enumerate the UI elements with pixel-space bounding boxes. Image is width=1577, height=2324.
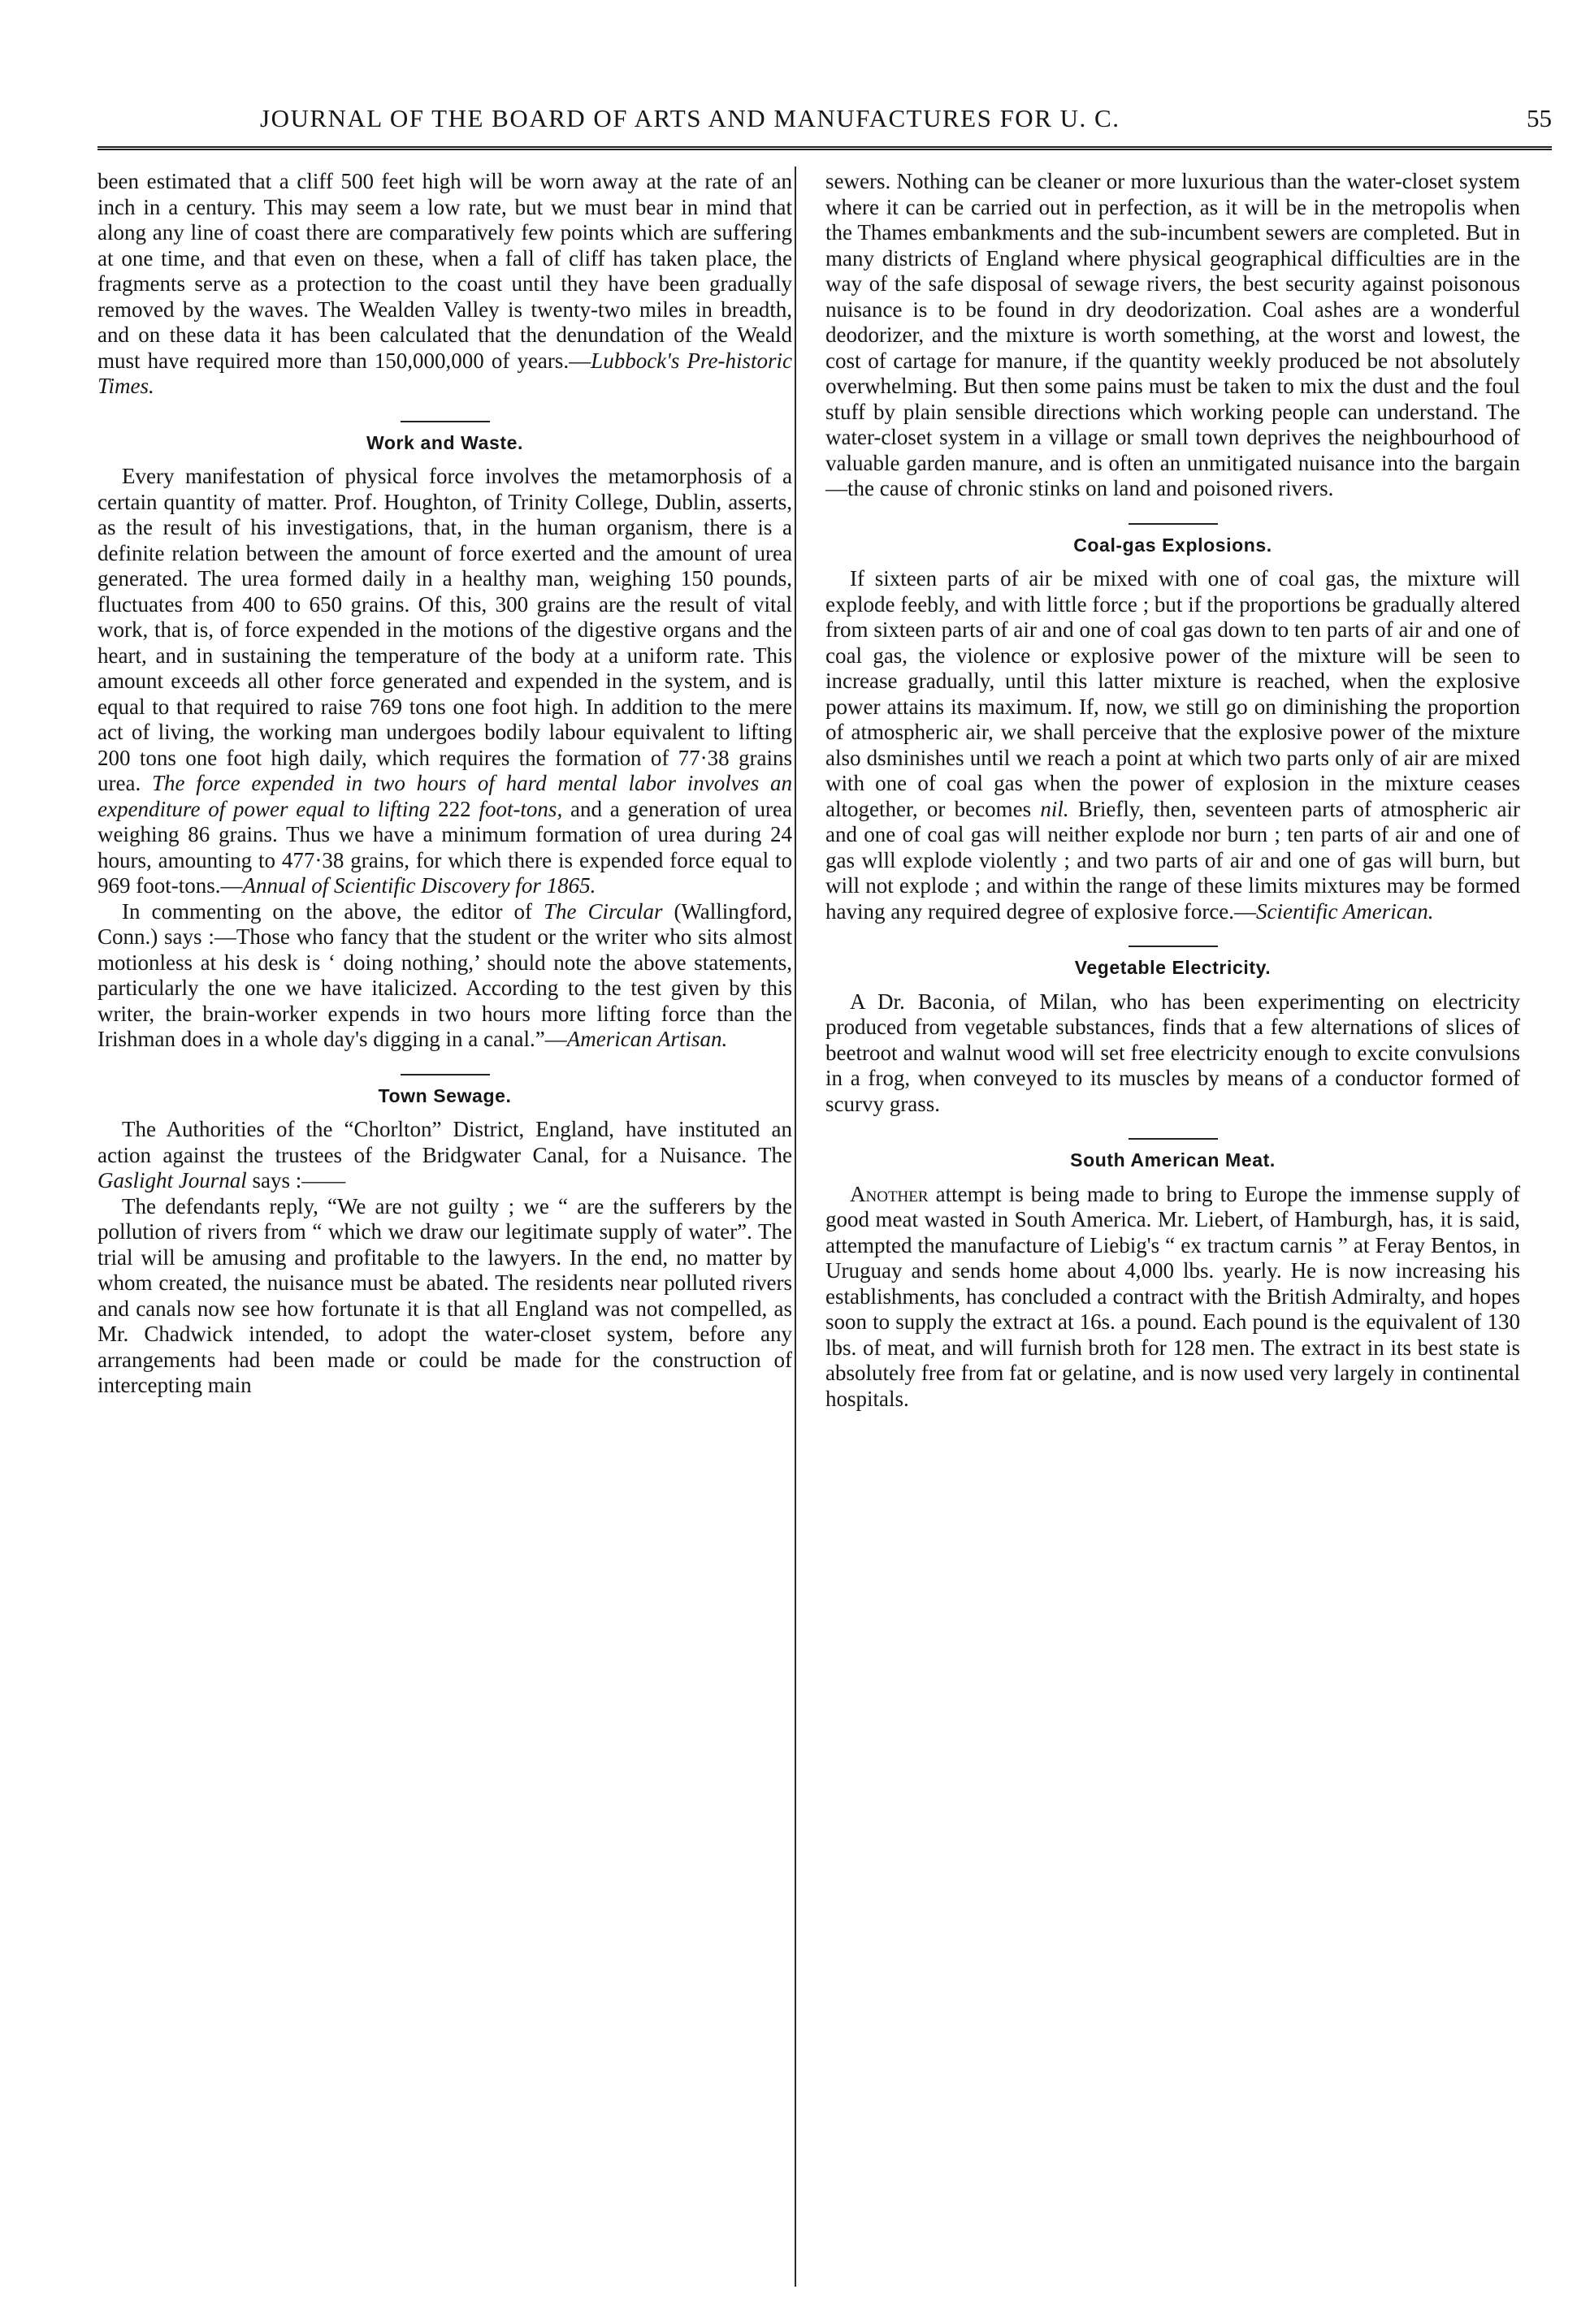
section-heading-coal-gas: Coal-gas Explosions.	[1073, 534, 1272, 556]
right-column	[825, 169, 1520, 1412]
circular-comment-paragraph: In commenting on the above, the editor of The Circular (Wallingford, Conn.) says :—Those who fancy that the student or the writer who sits almost motionless at his desk is ‘ doing nothing,’ should note the above statements, particularly the one we have italicized. According to the test given by this writer, the brain-worker expends in two hours more lifting force than the Irishman does in a whole day's digging in a canal.”—American Artisan.	[97, 898, 792, 1051]
citation: Annual of Scientific Discovery for 1865.	[242, 873, 596, 898]
header-rule	[97, 146, 1552, 150]
page-number: 55	[1527, 104, 1552, 132]
meat-paragraph: Another attempt is being made to bring to Europe the immense supply of good meat wasted in South America. Mr. Liebert, of Hamburgh, has, it is said, attempted the manufacture of Liebig's “ ex tractum carnis ” at Feray Bentos, in Uruguay and sends home about 4,000 lbs. yearly. He is now increasing his establishments, has concluded a contract with the British Admiralty, and hopes soon to supply the extract at 16s. a pound. Each pound is the equivalent of 130 lbs. of meat, and will furnish broth for 128 men. The extract in its best state is absolutely free from fat or gelatine, and is now used very largely in continental hospitals.	[825, 1181, 1520, 1411]
sewage-paragraph: The Authorities of the “Chorlton” District, England, have instituted an action against the trustees of the Bridgwater Canal, for a Nuisance. The Gaslight Journal says :——	[97, 1117, 792, 1192]
column-divider	[795, 167, 796, 2287]
section-heading-town-sewage: Town Sewage.	[378, 1084, 512, 1106]
denudation-paragraph: been estimated that a cliff 500 feet high will be worn away at the rate of an inch in a century. This may seem a low rate, but we must bear in mind that along any line of coast there are comparatively few points which are suffering at one time, and that even on these, when a fall of cliff has taken place, the fragments serve as a protection to the coast until they have been gradually removed by the waves. The Wealden Valley is twenty-two miles in breadth, and on these data it has been calculated that the denundation of the Weald must have required more than 150,000,000 of years.—Lubbock's Pre-historic Times.	[97, 169, 792, 398]
section-heading-vegetable-electricity: Vegetable Electricity.	[1074, 957, 1272, 978]
work-waste-paragraph: Every manifestation of physical force involves the metamorphosis of a certain quantity of matter. Prof. Houghton, of Trinity College, Dublin, asserts, as the result of his investigations, that, in the human organism, there is a definite relation between the amount of force exerted and the amount of urea generated. The urea formed daily in a healthy man, weighing 150 pounds, fluctuates from 400 to 650 grains. Of this, 300 grains are the result of vital work, that is, of force expended in the motions of the digestive organs and the heart, and in sustaining the temperature of the body at a uniform rate. This amount exceeds all other force generated and expended in the system, and is equal to that required to raise 769 tons one foot high. In addition to the mere act of living, the working man undergoes bodily labour equivalent to lifting 200 tons one foot high daily, which requires the formation of 77·38 grains urea. The force expended in two hours of hard mental labor involves an expenditure of power equal to lifting 222 foot-tons, and a generation of urea weighing 86 grains. Thus we have a minimum formation of urea during 24 hours, amounting to 477·38 grains, for which there is expended force equal to 969 foot-tons.—Annual of Scientific Discovery for 1865.	[97, 464, 792, 898]
coal-gas-paragraph: If sixteen parts of air be mixed with one of coal gas, the mixture will explode feebly, and with little force ; but if the proportions be gradually altered from sixteen parts of air and one of coal gas down to ten parts of air and one of coal gas, the violence or explosive power of the mixture will be seen to increase gradually, until this latter mixture is reached, when the explosive power attains its maximum. If, now, we still go on diminishing the proportion of atmospheric air, we shall perceive that the explosive power of the mixture also dsminishes until we reach a point at which two parts only of air are mixed with one of coal gas when the power of explosion in the mixture ceases altogether, or becomes nil. Briefly, then, seventeen parts of atmospheric air and one of coal gas will neither explode nor burn ; ten parts of air and one of gas wlll explode violently ; and two parts of air and one of gas will burn, but will not explode ; and within the range of these limits mixtures may be formed having any required degree of explosive force.—Scientific American.	[825, 566, 1521, 924]
section-heading-south-american-meat: South American Meat.	[1070, 1149, 1276, 1171]
section-separator	[401, 1074, 490, 1075]
running-header	[97, 104, 1552, 143]
citation: American Artisan.	[566, 1027, 728, 1051]
defendants-paragraph: The defendants reply, “We are not guilty ; we “ are the sufferers by the pollution of rivers from “ which we draw our legitimate supply of water”. The trial will be amusing and profitable to the lawyers. In the end, no matter by whom created, the nuisance must be abated. The residents near polluted rivers and canals now see how fortunate it is that all England was not compelled, as Mr. Chadwick intended, to adopt the water-closet system, before any arrangements had been made or could be made for the construction of intercepting main	[97, 1193, 792, 1397]
section-heading-work-and-waste: Work and Waste.	[366, 431, 524, 453]
citation: Scientific American.	[1256, 898, 1434, 924]
section-separator	[1129, 523, 1218, 525]
vegetable-electricity-paragraph: A Dr. Baconia, of Milan, who has been experimenting on electricity produced from vegetable substances, finds that a few alternations of slices of beetroot and walnut wood will set free electricity enough to excite convulsions in a frog, when conveyed to its muscles by means of a conductor formed of scurvy grass.	[825, 989, 1520, 1116]
section-separator	[401, 421, 490, 422]
citation: Lubbock's Pre-historic Times.	[97, 348, 792, 398]
section-separator	[1129, 1138, 1218, 1140]
journal-title: JOURNAL OF THE BOARD OF ARTS AND MANUFACTURES FOR U. C.	[260, 104, 1120, 132]
sewage-continued-paragraph: sewers. Nothing can be cleaner or more luxurious than the water-closet system where it can be carried out in perfection, as it will be in the metropolis when the Thames embankments and the sub-incumbent sewers are completed. But in many districts of England where physical geographical difficulties are in the way of the safe disposal of sewage rivers, the best security against poisonous nuisance is to be found in dry deodorization. Coal ashes are a wonderful deodorizer, and the mixture is worth something, at the worst and lowest, the cost of cartage for manure, if the quantity weekly produced be not absolutely overwhelming. But then some pains must be taken to mix the dust and the foul stuff by plain sensible directions which working people can understand. The water-closet system in a village or small town deprives the neighbourhood of valuable garden manure, and is often an unmitigated nuisance into the bargain—the cause of chronic stinks on land and poisoned rivers.	[825, 169, 1520, 500]
section-separator	[1129, 946, 1218, 947]
left-column	[97, 169, 792, 1399]
